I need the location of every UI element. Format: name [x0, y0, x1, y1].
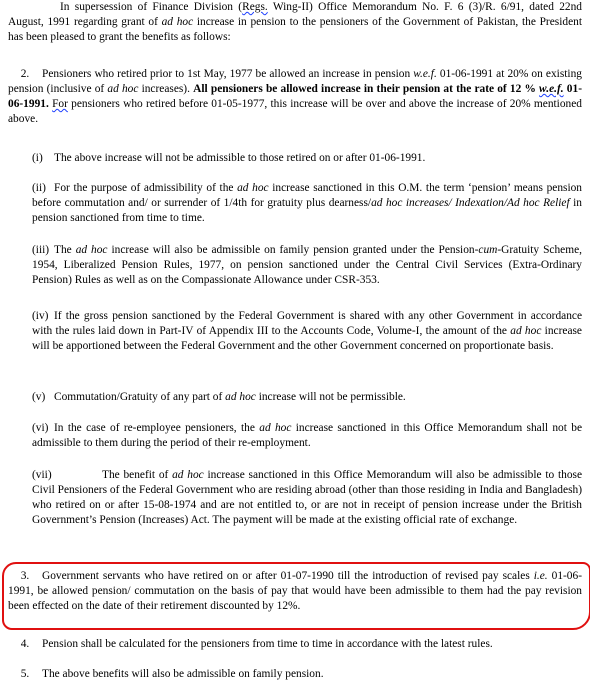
intro-paragraph: In supersession of Finance Division (Regs. Wing-II) Office Memorandum No. F. 6 (3)/R. 6/91, dated 22nd August, 1991 regarding grant of ad hoc increase in pension to the pensioners of the Government of Pakistan, the President has been pleased to grant the benefits as follows:: [8, 1, 583, 43]
paragraph-2: 2. Pensioners who retired prior to 1st May, 1977 be allowed an increase in pension w.e.f. 01-06-1991 at 20% on existing pension (inclusive of ad hoc increases). All pensioners be allowed increase in their pension at the rate of 12 % w.e.f. 01-06-1991. For pensioners who retired before 01-05-1977, this increase will be over and above the increase of 20% mentioned above.: [8, 68, 582, 125]
subpara-iii: (iii) The ad hoc increase will also be admissible on family pension granted under the Pension-cum-Gratuity Scheme, 1954, Liberalized Pension Rules, 1977, on pension sanctioned under the Central Civil Services (Extra-Ordinary Pension) Rules as well as on the Compassionate Allowance under CSR-353.: [32, 244, 582, 286]
subpara-i: (i) The above increase will not be admissible to those retired on or after 01-06-1991.: [32, 152, 426, 164]
paragraph-4: 4. Pension shall be calculated for the pensioners from time to time in accordance with the latest rules.: [20, 638, 493, 650]
subpara-vii: (vii) The benefit of ad hoc increase sanctioned in this Office Memorandum will also be admissible to those Civil Pensioners of the Federal Government who are residing abroad (other than those residing in India and Bangladesh) who retired on or after 15-08-1974 and are not entitled to, or are not in receipt of pension increase under the British Government’s Pension (Increases) Act. The payment will be made at the existing official rate of exchange.: [32, 469, 583, 526]
paragraph-number: 2.: [20, 68, 30, 80]
subpara-v: (v) Commutation/Gratuity of any part of ad hoc increase will not be permissible.: [32, 391, 406, 403]
subpara-vi: (vi) In the case of re-employee pensioners, the ad hoc increase sanctioned in this Office Memorandum shall not be admissible to them during the period of their re-employment.: [32, 422, 583, 449]
subpara-iv: (iv) If the gross pension sanctioned by the Federal Government is shared with any other Government in accordance with the rules laid down in Part-IV of Appendix III to the Accounts Code, Volume-I, the amount of the ad hoc increase will be apportioned between the Federal Government and the other Government concerned on proportionate basis.: [32, 310, 582, 352]
subpara-ii: (ii) For the purpose of admissibility of the ad hoc increase sanctioned in this O.M. the term ‘pension’ means pension before commutation and/ or surrender of 1/4th for gratuity plus dearness/ad hoc increases/ Indexation/Ad hoc Relief in pension sanctioned from time to time.: [32, 182, 582, 224]
paragraph-5: 5. The above benefits will also be admissible on family pension.: [20, 668, 324, 680]
paragraph-3: 3. Government servants who have retired on or after 01-07-1990 till the introduction of revised pay scales i.e. 01-06-1991, be allowed pension/ commutation on the basis of pay that would have been admissible to them had the pay revision been effected on the date of their retirement discounted by 12%.: [8, 570, 582, 612]
regs-word: Regs.: [242, 1, 268, 13]
